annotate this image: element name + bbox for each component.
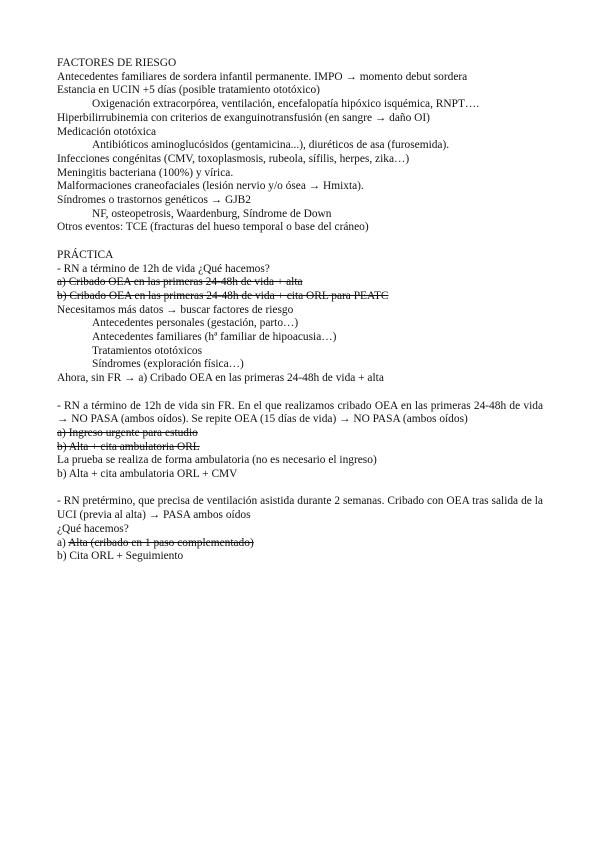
factor-subline: Antibióticos aminoglucósidos (gentamicina...), diuréticos de asa (furosemida). xyxy=(92,139,450,152)
case1-option-a: a) Cribado OEA en las primeras 24-48h de vida + alta xyxy=(57,276,303,289)
case3-option-a-prefix: a) xyxy=(57,536,69,549)
case3-ask: ¿Qué hacemos? xyxy=(57,522,129,535)
case2-option-b: b) Alta + cita ambulatoria ORL xyxy=(57,440,200,453)
case1-item: Antecedentes familiares (hª familiar de hipoacusia…) xyxy=(92,331,337,344)
factor-line: Otros eventos: TCE (fracturas del hueso temporal o base del cráneo) xyxy=(57,221,369,234)
section-heading-practica: PRÁCTICA xyxy=(57,248,114,261)
spacer xyxy=(57,235,543,249)
case1-item: Síndromes (exploración física…) xyxy=(92,358,244,371)
case1-need: Necesitamos más datos → buscar factores de riesgo xyxy=(57,303,294,316)
case2-answer: b) Alta + cita ambulatoria ORL + CMV xyxy=(57,468,238,481)
factor-subline: Oxigenación extracorpórea, ventilación, encefalopatía hipóxico isquémica, RNPT…. xyxy=(92,98,480,111)
spacer xyxy=(57,386,543,400)
case3-option-a xyxy=(57,537,543,551)
case1-question: - RN a término de 12h de vida ¿Qué hacemos? xyxy=(57,262,270,275)
case1-option-b: b) Cribado OEA en las primeras 24-48h de vida + cita ORL para PEATC xyxy=(57,289,389,302)
case1-answer: Ahora, sin FR → a) Cribado OEA en las primeras 24-48h de vida + alta xyxy=(57,372,384,385)
factor-line: Hiperbilirrubinemia con criterios de exanguinotransfusión (en sangre → daño OI) xyxy=(57,111,430,124)
factor-line: Malformaciones craneofaciales (lesión nervio y/o ósea → Hmixta). xyxy=(57,180,364,193)
document-body xyxy=(57,57,543,564)
case1-item: Tratamientos ototóxicos xyxy=(92,344,203,357)
factor-subline: NF, osteopetrosis, Waardenburg, Síndrome de Down xyxy=(92,207,332,220)
case3-question: - RN pretérmino, que precisa de ventilación asistida durante 2 semanas. Cribado con OEA tras salida de la UCI (previa al alta) → PASA ambos oídos xyxy=(57,495,543,522)
factor-line: Infecciones congénitas (CMV, toxoplasmosis, rubeola, sífilis, herpes, zika…) xyxy=(57,152,410,165)
factor-line: Síndromes o trastornos genéticos → GJB2 xyxy=(57,194,251,207)
case2-question: - RN a término de 12h de vida sin FR. En el que realizamos cribado OEA en las primeras 24-48h de vida → NO PASA (ambos oídos). Se repite OEA (15 días de vida) → NO PASA (ambos oídos) xyxy=(57,399,543,426)
case2-note: La prueba se realiza de forma ambulatoria (no es necesario el ingreso) xyxy=(57,454,377,467)
factor-line: Medicación ototóxica xyxy=(57,125,157,138)
factor-line: Antecedentes familiares de sordera infantil permanente. IMPO → momento debut sordera xyxy=(57,70,468,83)
factor-line: Estancia en UCIN +5 días (posible tratamiento ototóxico) xyxy=(57,84,320,97)
case1-item: Antecedentes personales (gestación, parto…) xyxy=(92,317,299,330)
case3-option-a-text: Alta (cribado en 1 paso complementado) xyxy=(68,536,254,549)
case2-option-a: a) Ingreso urgente para estudio xyxy=(57,426,198,439)
spacer xyxy=(57,482,543,496)
section-heading-factores: FACTORES DE RIESGO xyxy=(57,57,177,69)
case3-option-b: b) Cita ORL + Seguimiento xyxy=(57,550,184,563)
factor-line: Meningitis bacteriana (100%) y vírica. xyxy=(57,166,234,179)
